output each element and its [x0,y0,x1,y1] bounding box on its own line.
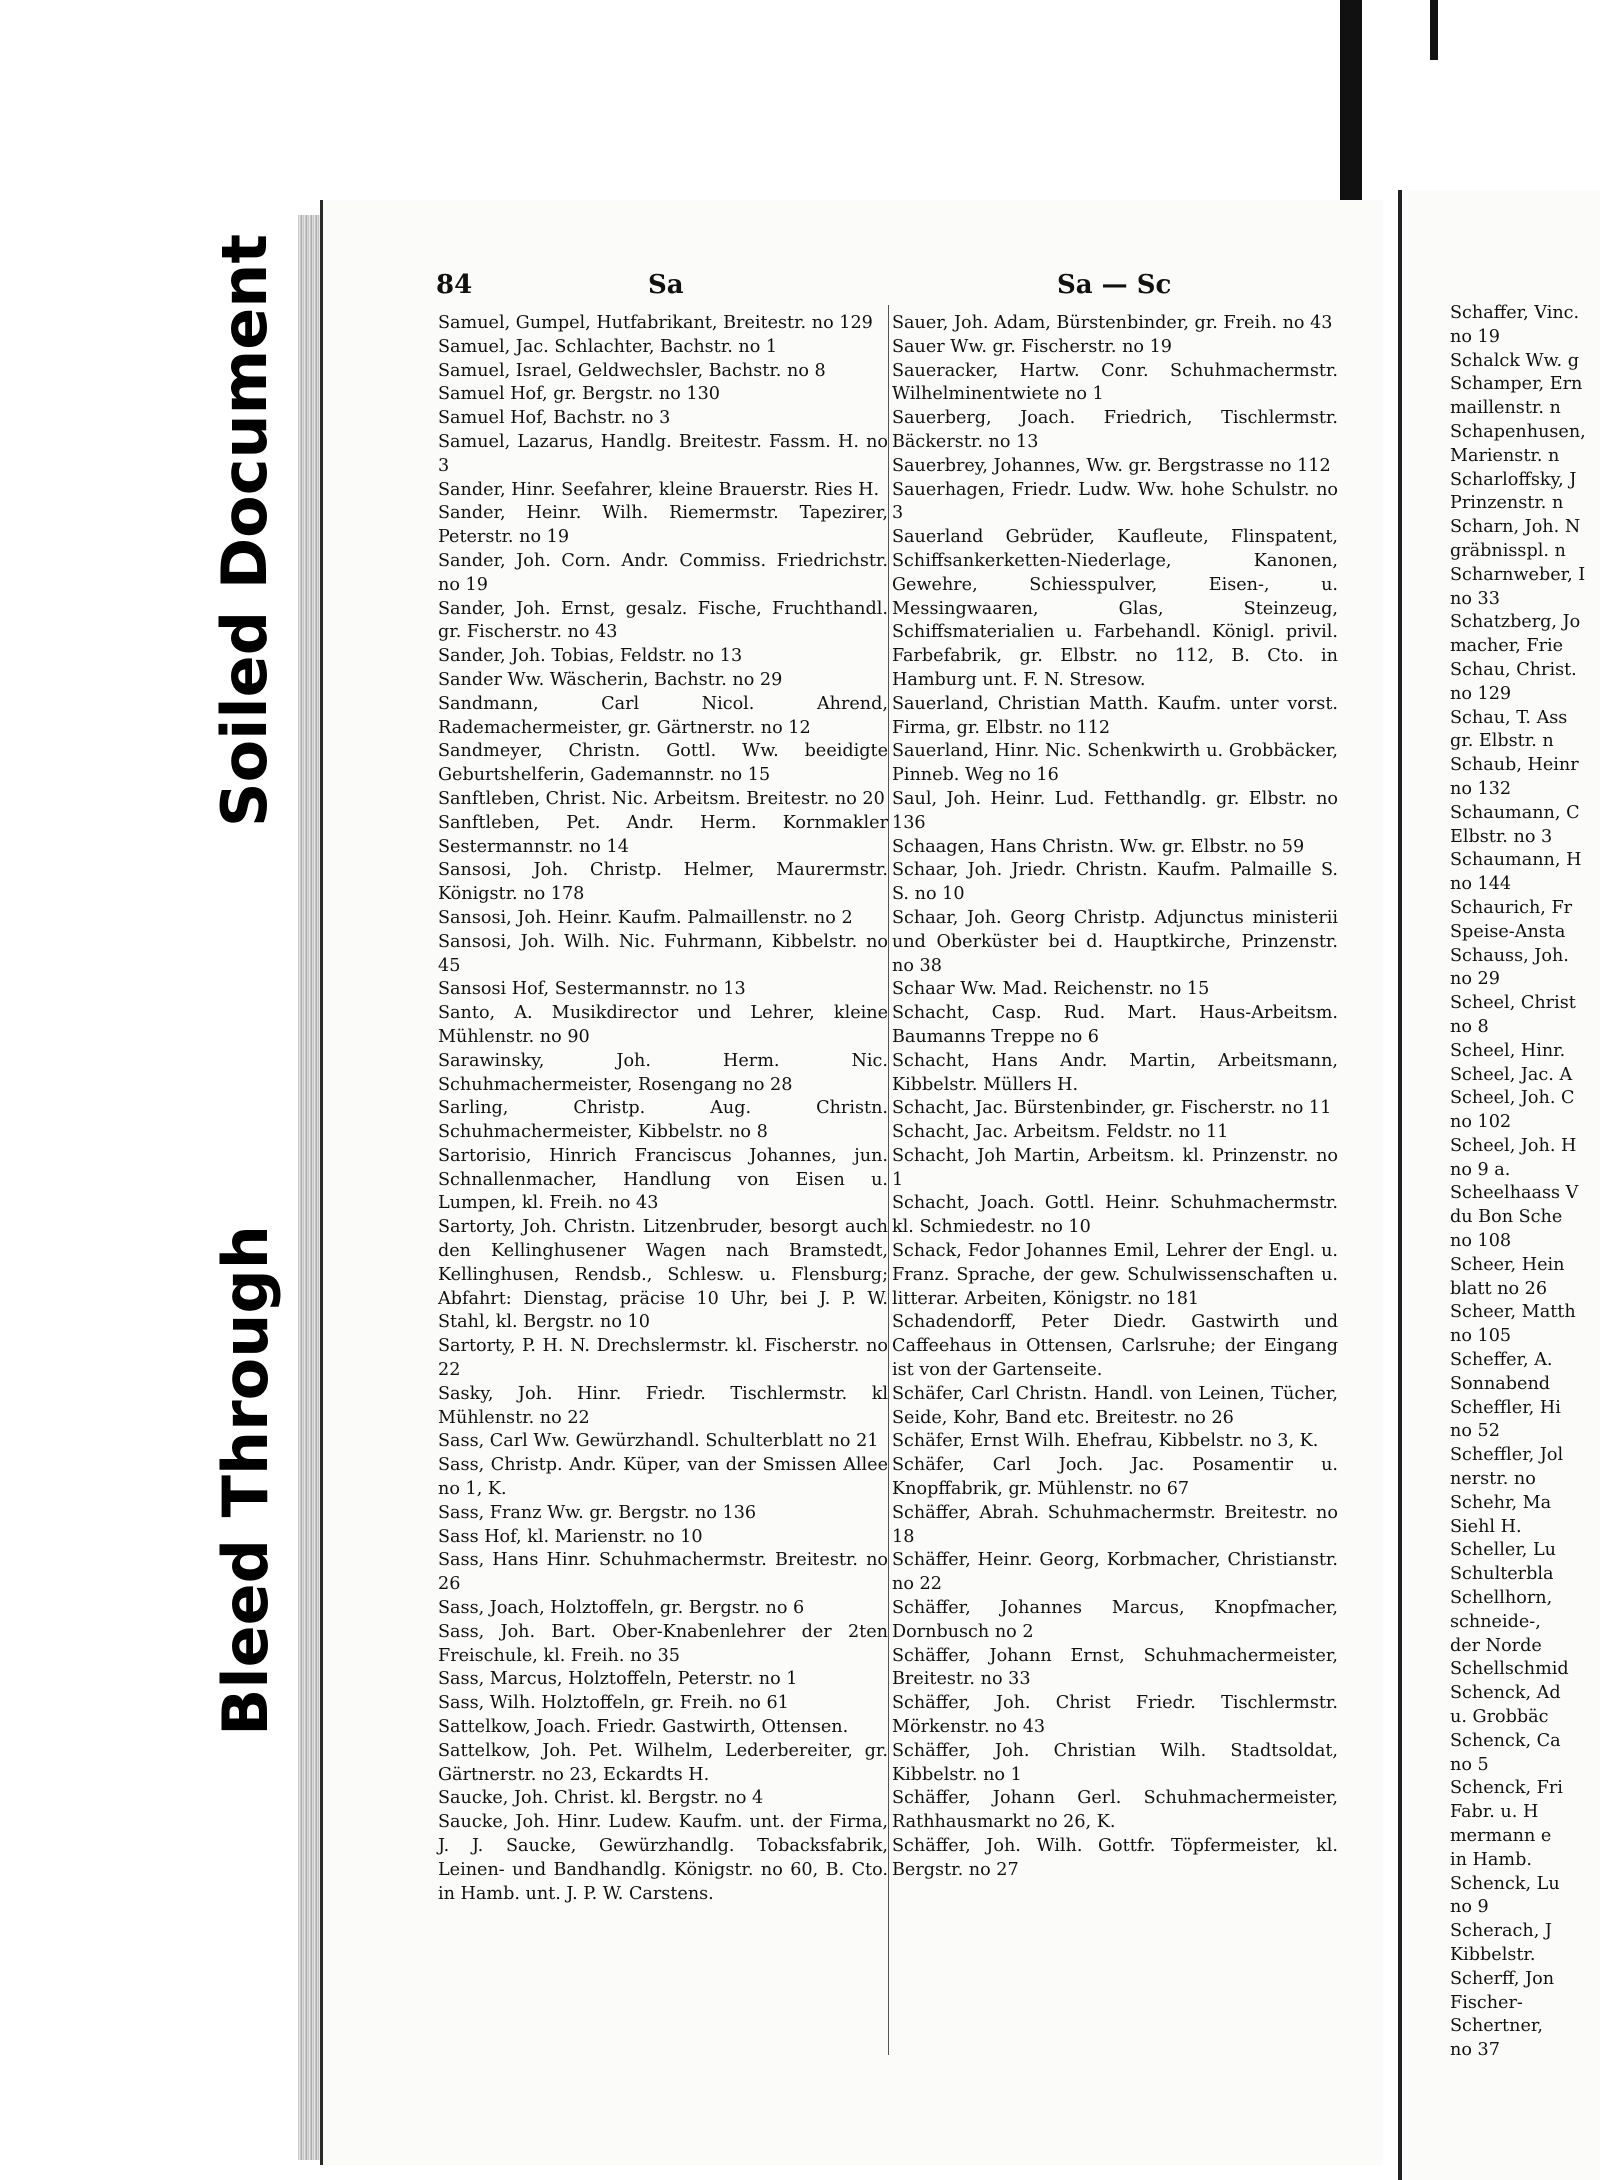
directory-entry: Schaar, Joh. Jriedr. Christn. Kaufm. Palmaille S. S. no 10 [892,860,1338,905]
directory-fragment: Schellhorn, [1450,1588,1553,1609]
directory-entry: Saul, Joh. Heinr. Lud. Fetthandlg. gr. Elbstr. no 136 [892,788,1338,833]
directory-fragment: Scheffer, A. [1450,1350,1553,1371]
directory-fragment: maillenstr. n [1450,398,1561,419]
directory-entry: Sauerhagen, Friedr. Ludw. Ww. hohe Schulstr. no 3 [892,479,1338,524]
directory-entry: Sartorisio, Hinrich Franciscus Johannes, jun. Schnallenmacher, Handlung von Eisen u. Lumpen, kl. Freih. no 43 [438,1145,888,1214]
directory-fragment: nerstr. no [1450,1469,1536,1490]
directory-entry: Sass, Joh. Bart. Ober-Knabenlehrer der 2ten Freischule, kl. Freih. no 35 [438,1621,888,1666]
directory-fragment: gräbnisspl. n [1450,540,1566,561]
directory-fragment: no 108 [1450,1231,1512,1252]
directory-entry: Schäfer, Carl Joch. Jac. Posamentir u. Knopffabrik, gr. Mühlenstr. no 67 [892,1455,1338,1500]
directory-fragment: Fabr. u. H [1450,1802,1539,1823]
directory-fragment: Schenck, Lu [1450,1873,1560,1894]
directory-entry: Sass, Joach, Holztoffeln, gr. Bergstr. no 6 [438,1598,805,1619]
directory-entry: Schäfer, Ernst Wilh. Ehefrau, Kibbelstr. no 3, K. [892,1431,1319,1452]
directory-entry: Saucke, Joh. Christ. kl. Bergstr. no 4 [438,1788,764,1809]
directory-fragment: no 8 [1450,1016,1489,1037]
directory-entry: Schaar, Joh. Georg Christp. Adjunctus ministerii und Oberküster bei d. Hauptkirche, Prinzenstr. no 38 [892,907,1338,976]
directory-fragment: Scheel, Christ [1450,993,1576,1014]
directory-fragment: Scheel, Joh. C [1450,1088,1575,1109]
directory-fragment: Schauss, Joh. [1450,945,1569,966]
column-divider [888,305,889,2055]
directory-entry: Schäffer, Johann Gerl. Schuhmachermeister, Rathhausmarkt no 26, K. [892,1788,1338,1833]
directory-fragment: Schau, Christ. [1450,659,1577,680]
directory-fragment: macher, Frie [1450,636,1564,657]
directory-entry: Schäffer, Johannes Marcus, Knopfmacher, Dornbusch no 2 [892,1598,1338,1642]
directory-fragment: no 19 [1450,326,1500,347]
directory-fragment: no 37 [1450,2040,1500,2061]
directory-entry: Sansosi Hof, Sestermannstr. no 13 [438,979,746,1000]
directory-fragment: no 144 [1450,874,1512,895]
directory-entry: Saueracker, Hartw. Conr. Schuhmachermstr. Wilhelminentwiete no 1 [892,360,1338,405]
directory-fragment: Marienstr. n [1450,445,1560,466]
directory-entry: Sass, Hans Hinr. Schuhmachermstr. Breitestr. no 26 [438,1550,888,1595]
directory-fragment: Scheel, Jac. A [1450,1064,1573,1085]
directory-fragment: Schulterbla [1450,1564,1554,1585]
directory-fragment: no 105 [1450,1326,1512,1347]
directory-entry: Sasky, Joh. Hinr. Friedr. Tischlermstr. kl Mühlenstr. no 22 [438,1383,888,1428]
directory-entry: Sandmeyer, Christn. Gottl. Ww. beeidigte Geburtshelferin, Gademannstr. no 15 [438,741,888,786]
directory-fragment: Schellschmid [1450,1659,1569,1680]
directory-fragment: Scheffler, Hi [1450,1397,1561,1418]
directory-entry: Samuel Hof, gr. Bergstr. no 130 [438,384,720,405]
directory-fragment: Scheel, Joh. H [1450,1135,1577,1156]
directory-fragment: Schatzberg, Jo [1450,612,1581,633]
directory-entry: Santo, A. Musikdirector und Lehrer, kleine Mühlenstr. no 90 [438,1003,888,1047]
directory-entry: Schaar Ww. Mad. Reichenstr. no 15 [892,979,1210,1000]
directory-entry: Sass, Carl Ww. Gewürzhandl. Schulterblatt no 21 [438,1431,879,1452]
soiled-document-label: Soiled Document [208,233,282,827]
directory-entry: Sauerbrey, Johannes, Ww. gr. Bergstrasse no 112 [892,455,1331,476]
directory-fragment: Scheer, Matth [1450,1302,1576,1323]
directory-fragment: du Bon Sche [1450,1207,1563,1228]
directory-entry: Sauerland, Hinr. Nic. Schenkwirth u. Grobbäcker, Pinneb. Weg no 16 [892,741,1338,786]
directory-entry: Schäffer, Heinr. Georg, Korbmacher, Christianstr. no 22 [892,1550,1338,1595]
directory-entry: Sass, Christp. Andr. Küper, van der Smissen Allee no 1, K. [438,1455,888,1500]
directory-fragment: Schaub, Heinr [1450,755,1579,776]
directory-entry: Schadendorff, Peter Diedr. Gastwirth und Caffeehaus in Ottensen, Carlsruhe; der Eingang ist von der Gartenseite. [892,1312,1338,1381]
directory-entry: Schäffer, Joh. Christian Wilh. Stadtsoldat, Kibbelstr. no 1 [892,1740,1338,1785]
directory-entry: Schacht, Joh Martin, Arbeitsm. kl. Prinzenstr. no 1 [892,1145,1338,1190]
left-column [438,312,888,1906]
directory-entry: Sander, Heinr. Wilh. Riemermstr. Tapezirer, Peterstr. no 19 [438,503,888,548]
directory-entry: Sattelkow, Joh. Pet. Wilhelm, Lederbereiter, gr. Gärtnerstr. no 23, Eckardts H. [438,1740,888,1785]
directory-entry: Sass, Wilh. Holztoffeln, gr. Freih. no 61 [438,1693,789,1714]
directory-entry: Sandmann, Carl Nicol. Ahrend, Rademachermeister, gr. Gärtnerstr. no 12 [438,693,888,738]
directory-entry: Sauerberg, Joach. Friedrich, Tischlermstr. Bäckerstr. no 13 [892,408,1338,452]
directory-entry: Sauerland, Christian Matth. Kaufm. unter vorst. Firma, gr. Elbstr. no 112 [892,693,1338,738]
directory-fragment: schneide-, [1450,1611,1541,1632]
directory-entry: Sanftleben, Pet. Andr. Herm. Kornmakler Sestermannstr. no 14 [438,812,888,857]
directory-fragment: Scheelhaass V [1450,1183,1579,1204]
directory-fragment: Prinzenstr. n [1450,493,1564,514]
directory-fragment: Fischer- [1450,1992,1523,2013]
directory-entry: Sander, Joh. Tobias, Feldstr. no 13 [438,646,743,667]
directory-fragment: blatt no 26 [1450,1278,1548,1299]
directory-entry: Sattelkow, Joach. Friedr. Gastwirth, Ottensen. [438,1717,849,1738]
directory-fragment: Schertner, [1450,2016,1543,2037]
directory-fragment: no 102 [1450,1112,1512,1133]
directory-fragment: Scherff, Jon [1450,1968,1555,1989]
directory-fragment: no 33 [1450,588,1500,609]
directory-entry: Sauer, Joh. Adam, Bürstenbinder, gr. Freih. no 43 [892,313,1333,333]
directory-fragment: der Norde [1450,1635,1542,1656]
directory-entry: Samuel, Gumpel, Hutfabrikant, Breitestr. no 129 [438,313,873,333]
directory-entry: Schaagen, Hans Christn. Ww. gr. Elbstr. no 59 [892,836,1305,857]
directory-fragment: Scharn, Joh. N [1450,517,1581,538]
directory-entry: Samuel Hof, Bachstr. no 3 [438,408,671,429]
right-column-heading: Sa — Sc [1057,270,1172,300]
directory-entry: Schäffer, Joh. Wilh. Gottfr. Töpfermeister, kl. Bergstr. no 27 [892,1836,1338,1880]
directory-fragment: Schenck, Ad [1450,1683,1561,1704]
directory-fragment: no 29 [1450,969,1500,990]
directory-fragment: no 52 [1450,1421,1500,1442]
binding-edge-right [1430,0,1438,60]
directory-fragment: Siehl H. [1450,1516,1522,1537]
directory-fragment: Speise-Ansta [1450,921,1566,942]
directory-fragment: Scheller, Lu [1450,1540,1556,1561]
directory-entry: Sauer Ww. gr. Fischerstr. no 19 [892,336,1172,357]
directory-entry: Sander, Hinr. Seefahrer, kleine Brauerstr. Ries H. [438,479,880,500]
directory-entry: Sauerland Gebrüder, Kaufleute, Flinspatent, Schiffsankerketten-Niederlage, Kanonen, Gewehre, Schiesspulver, Eisen-, u. Messingwaaren, Glas, Steinzeug, Schiffsmaterialien u. Farbehandl. Königl. privil. Farbefabrik, gr. Elbstr. no 112, B. Cto. in Hamburg unt. F. N. Stresow. [892,527,1338,690]
directory-fragment: Scharloffsky, J [1450,469,1577,490]
directory-entry: Sarling, Christp. Aug. Christn. Schuhmachermeister, Kibbelstr. no 8 [438,1098,888,1143]
directory-fragment: Scheel, Hinr. [1450,1040,1566,1061]
directory-entry: Sansosi, Joh. Wilh. Nic. Fuhrmann, Kibbelstr. no 45 [438,931,888,976]
directory-entry: Schacht, Jac. Arbeitsm. Feldstr. no 11 [892,1122,1229,1143]
directory-fragment: Schalck Ww. g [1450,350,1579,371]
directory-entry: Schacht, Hans Andr. Martin, Arbeitsmann, Kibbelstr. Müllers H. [892,1050,1338,1095]
directory-fragment: u. Grobbäc [1450,1707,1549,1728]
directory-entry: Schäffer, Johann Ernst, Schuhmachermeister, Breitestr. no 33 [892,1645,1338,1690]
directory-fragment: no 129 [1450,683,1512,704]
directory-entry: Schacht, Casp. Rud. Mart. Haus-Arbeitsm. Baumanns Treppe no 6 [892,1003,1338,1047]
directory-entry: Samuel, Israel, Geldwechsler, Bachstr. no 8 [438,360,826,381]
directory-fragment: Elbstr. no 3 [1450,826,1553,847]
directory-fragment: no 5 [1450,1754,1489,1775]
directory-entry: Schäfer, Carl Christn. Handl. von Leinen, Tücher, Seide, Kohr, Band etc. Breitestr. no 26 [892,1383,1338,1428]
directory-entry: Sansosi, Joh. Christp. Helmer, Maurermstr. Königstr. no 178 [438,860,888,905]
directory-fragment: gr. Elbstr. n [1450,731,1554,752]
directory-entry: Sass, Marcus, Holztoffeln, Peterstr. no 1 [438,1669,798,1690]
directory-entry: Saucke, Joh. Hinr. Ludew. Kaufm. unt. der Firma, J. J. Saucke, Gewürzhandlg. Tobacksfabrik, Leinen- und Bandhandlg. Königstr. no 60, B. Cto. in Hamb. unt. J. P. W. Carstens. [438,1812,888,1904]
directory-fragment: Schaurich, Fr [1450,897,1573,918]
directory-entry: Sander, Joh. Ernst, gesalz. Fische, Fruchthandl. gr. Fischerstr. no 43 [438,598,888,643]
directory-fragment: in Hamb. [1450,1849,1532,1870]
right-column-fragments [1450,302,1600,2063]
directory-entry: Samuel, Jac. Schlachter, Bachstr. no 1 [438,336,778,357]
directory-entry: Sass Hof, kl. Marienstr. no 10 [438,1526,703,1547]
left-column-heading: Sa [648,270,684,300]
directory-entry: Schäffer, Abrah. Schuhmachermstr. Breitestr. no 18 [892,1502,1338,1547]
directory-entry: Sansosi, Joh. Heinr. Kaufm. Palmaillenstr. no 2 [438,907,853,928]
directory-entry: Sartorty, Joh. Christn. Litzenbruder, besorgt auch den Kellinghusener Wagen nach Bramstedt, Kellinghusen, Rendsb., Schlesw. u. Flensburg; Abfahrt: Dienstag, präcise 10 Uhr, bei J. P. W. Stahl, kl. Bergstr. no 10 [438,1217,888,1333]
directory-fragment: Schau, T. Ass [1450,707,1568,728]
directory-entry: Schacht, Jac. Bürstenbinder, gr. Fischerstr. no 11 [892,1098,1332,1119]
directory-entry: Sanftleben, Christ. Nic. Arbeitsm. Breitestr. no 20 [438,788,885,809]
directory-fragment: Kibbelstr. [1450,1944,1536,1965]
directory-entry: Schacht, Joach. Gottl. Heinr. Schuhmachermstr. kl. Schmiedestr. no 10 [892,1193,1338,1238]
directory-fragment: Schaumann, C [1450,802,1580,823]
directory-fragment: Scharnweber, I [1450,564,1586,585]
directory-fragment: no 132 [1450,778,1512,799]
directory-fragment: Schenck, Fri [1450,1778,1563,1799]
directory-entry: Sass, Franz Ww. gr. Bergstr. no 136 [438,1502,757,1523]
directory-fragment: Sonnabend [1450,1373,1551,1394]
directory-entry: Schäffer, Joh. Christ Friedr. Tischlermstr. Mörkenstr. no 43 [892,1693,1338,1738]
directory-fragment: no 9 [1450,1897,1489,1918]
bleed-through-label: Bleed Through [208,1224,282,1736]
directory-fragment: Scheffler, Jol [1450,1445,1564,1466]
directory-fragment: Scheer, Hein [1450,1254,1565,1275]
directory-entry: Sarawinsky, Joh. Herm. Nic. Schuhmachermeister, Rosengang no 28 [438,1050,888,1095]
directory-fragment: Schehr, Ma [1450,1492,1552,1513]
directory-entry: Schack, Fedor Johannes Emil, Lehrer der Engl. u. Franz. Sprache, der gew. Schulwissenschaften u. litterar. Arbeiten, Königstr. no 181 [892,1241,1338,1309]
directory-entry: Sander, Joh. Corn. Andr. Commiss. Friedrichstr. no 19 [438,550,888,595]
directory-fragment: Schamper, Ern [1450,374,1583,395]
page-number: 84 [436,270,473,300]
directory-fragment: Schenck, Ca [1450,1730,1561,1751]
middle-column [892,312,1338,1883]
directory-fragment: Scherach, J [1450,1921,1552,1942]
directory-entry: Samuel, Lazarus, Handlg. Breitestr. Fassm. H. no 3 [438,431,888,476]
directory-fragment: Schapenhusen, [1450,421,1586,442]
directory-entry: Sartorty, P. H. N. Drechslermstr. kl. Fischerstr. no 22 [438,1336,888,1381]
directory-fragment: no 9 a. [1450,1159,1511,1180]
directory-fragment: mermann e [1450,1826,1552,1846]
binding-edge-top [1340,0,1362,205]
directory-entry: Sander Ww. Wäscherin, Bachstr. no 29 [438,669,783,690]
directory-fragment: Schaumann, H [1450,850,1582,871]
directory-fragment: Schaffer, Vinc. [1450,303,1580,323]
